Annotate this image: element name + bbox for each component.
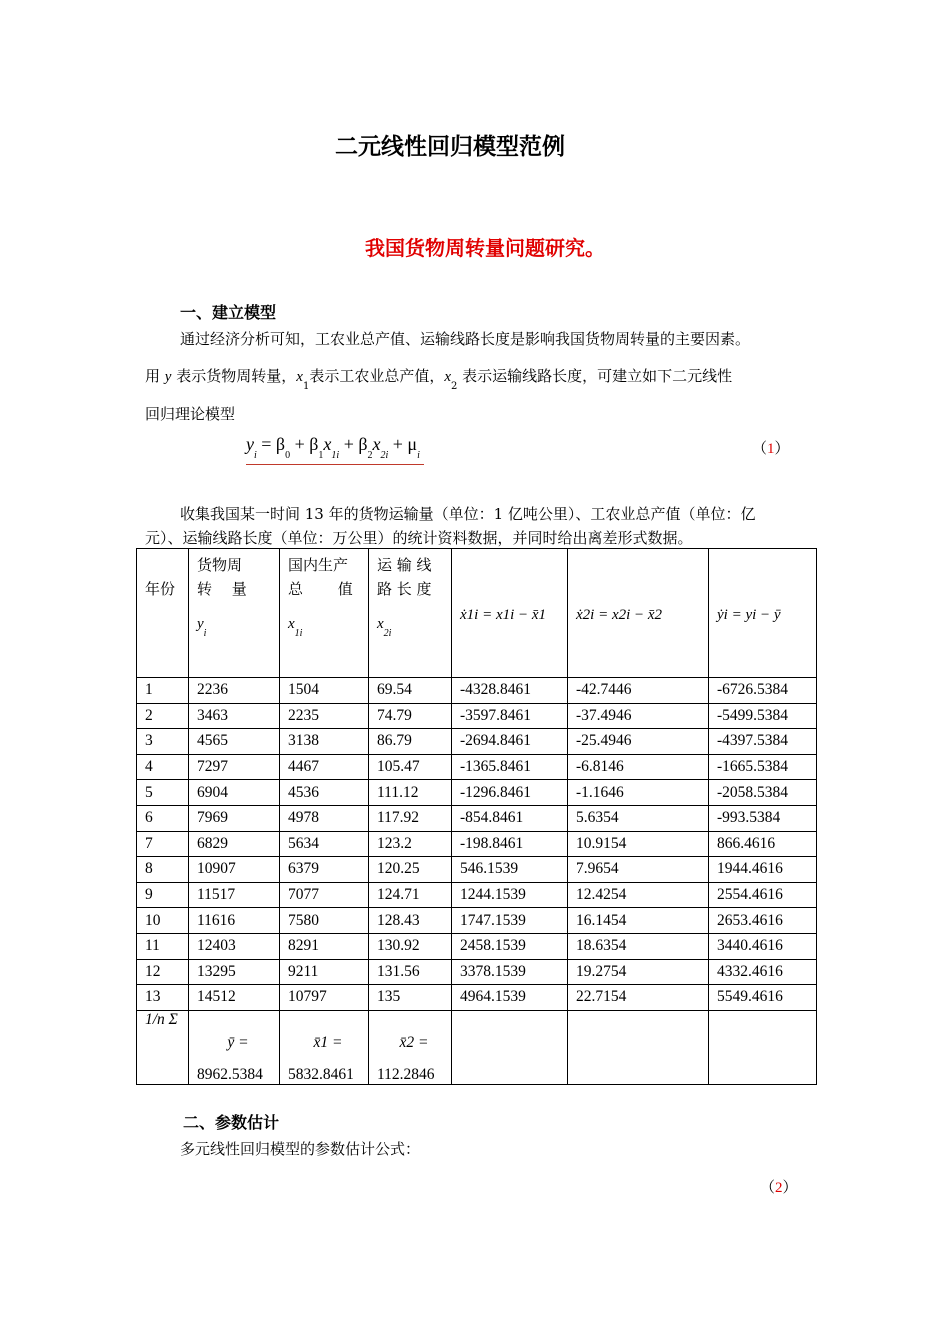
- table-row: [137, 857, 817, 883]
- table-cell: 3463: [189, 703, 280, 729]
- table-cell: 124.71: [369, 882, 452, 908]
- table-cell: 4978: [280, 805, 369, 831]
- table-cell: -2058.5384: [709, 780, 817, 806]
- table-cell: 120.25: [369, 857, 452, 883]
- table-cell: 11616: [189, 908, 280, 934]
- header-x1-deviation: ẋ1i = x1i − x̄1: [452, 549, 568, 678]
- table-cell: 11: [137, 933, 189, 959]
- table-cell: 5.6354: [568, 805, 709, 831]
- table-row: [137, 959, 817, 985]
- table-cell: 7969: [189, 805, 280, 831]
- summary-label: 1/n Σ: [137, 1010, 189, 1084]
- table-cell: 4467: [280, 754, 369, 780]
- table-cell: 1504: [280, 678, 369, 704]
- table-cell: 6904: [189, 780, 280, 806]
- table-cell: 11517: [189, 882, 280, 908]
- header-x1: 国内生产 总 值 $x_{1i}$: [280, 549, 369, 678]
- table-cell: 18.6354: [568, 933, 709, 959]
- table-cell: -993.5384: [709, 805, 817, 831]
- header-year: 年份: [137, 549, 189, 678]
- table-cell: 4332.4616: [709, 959, 817, 985]
- table-cell: 135: [369, 985, 452, 1011]
- table-cell: -37.4946: [568, 703, 709, 729]
- table-cell: 7580: [280, 908, 369, 934]
- table-cell: 1944.4616: [709, 857, 817, 883]
- empty-cell: [568, 1010, 709, 1084]
- table-cell: 5: [137, 780, 189, 806]
- table-cell: 22.7154: [568, 985, 709, 1011]
- table-cell: -198.8461: [452, 831, 568, 857]
- paragraph: 通过经济分析可知，工农业总产值、运输线路长度是影响我国货物周转量的主要因素。: [180, 330, 751, 348]
- table-cell: 7077: [280, 882, 369, 908]
- table-cell: 7: [137, 831, 189, 857]
- page-subtitle: 我国货物周转量问题研究。: [365, 236, 605, 260]
- table-row: [137, 908, 817, 934]
- table-row: [137, 703, 817, 729]
- table-cell: 2: [137, 703, 189, 729]
- table-row: [137, 831, 817, 857]
- table-cell: -4328.8461: [452, 678, 568, 704]
- table-row: [137, 780, 817, 806]
- summary-ybar: ȳ = 8962.5384: [189, 1010, 280, 1084]
- empty-cell: [452, 1010, 568, 1084]
- table-cell: 12: [137, 959, 189, 985]
- table-cell: 74.79: [369, 703, 452, 729]
- header-x2-deviation: ẋ2i = x2i − x̄2: [568, 549, 709, 678]
- table-cell: 69.54: [369, 678, 452, 704]
- equation-number: （2）: [760, 1180, 798, 1196]
- table-cell: -4397.5384: [709, 729, 817, 755]
- table-cell: 3378.1539: [452, 959, 568, 985]
- table-row: [137, 805, 817, 831]
- table-cell: 2554.4616: [709, 882, 817, 908]
- table-cell: 5634: [280, 831, 369, 857]
- paragraph: 回归理论模型: [145, 405, 236, 423]
- table-cell: 3138: [280, 729, 369, 755]
- table-cell: -1.1646: [568, 780, 709, 806]
- table-cell: 10907: [189, 857, 280, 883]
- summary-x2bar: x̄2 = 112.2846: [369, 1010, 452, 1084]
- table-cell: 131.56: [369, 959, 452, 985]
- table-cell: 7297: [189, 754, 280, 780]
- table-cell: 19.2754: [568, 959, 709, 985]
- regression-equation: $y_i = \beta_0 + \beta_1x_{1i} + \beta_2x_{2i} + \mu_i$: [246, 434, 424, 465]
- paragraph: 用 y 表示货物周转量，$x_1$表示工农业总产值，$x_2$ 表示运输线路长度，可建立如下二元线性: [145, 367, 733, 392]
- table-cell: 2458.1539: [452, 933, 568, 959]
- table-cell: 14512: [189, 985, 280, 1011]
- table-cell: -5499.5384: [709, 703, 817, 729]
- table-cell: 16.1454: [568, 908, 709, 934]
- table-cell: 2235: [280, 703, 369, 729]
- table-header-row: [137, 549, 817, 678]
- section-heading-1: 一、建立模型: [180, 303, 277, 322]
- table-cell: 1747.1539: [452, 908, 568, 934]
- header-x2: 运 输 线 路 长 度 $x_{2i}$: [369, 549, 452, 678]
- table-cell: 9: [137, 882, 189, 908]
- table-cell: 111.12: [369, 780, 452, 806]
- table-cell: 8: [137, 857, 189, 883]
- table-cell: -25.4946: [568, 729, 709, 755]
- table-cell: 117.92: [369, 805, 452, 831]
- table-row: [137, 882, 817, 908]
- table-cell: -2694.8461: [452, 729, 568, 755]
- table-cell: 4964.1539: [452, 985, 568, 1011]
- table-cell: -6.8146: [568, 754, 709, 780]
- page-title: 二元线性回归模型范例: [335, 134, 565, 160]
- table-cell: 4: [137, 754, 189, 780]
- table-cell: 13295: [189, 959, 280, 985]
- table-cell: 12403: [189, 933, 280, 959]
- table-cell: 1: [137, 678, 189, 704]
- table-cell: 8291: [280, 933, 369, 959]
- table-cell: 130.92: [369, 933, 452, 959]
- table-cell: 5549.4616: [709, 985, 817, 1011]
- table-cell: -1365.8461: [452, 754, 568, 780]
- header-y: 货物周 转 量 $y_i$: [189, 549, 280, 678]
- table-cell: 6829: [189, 831, 280, 857]
- table-cell: 866.4616: [709, 831, 817, 857]
- table-cell: 3: [137, 729, 189, 755]
- table-row: [137, 933, 817, 959]
- table-cell: -854.8461: [452, 805, 568, 831]
- table-cell: -6726.5384: [709, 678, 817, 704]
- table-cell: -1665.5384: [709, 754, 817, 780]
- table-cell: 7.9654: [568, 857, 709, 883]
- table-summary-row: [137, 1010, 817, 1084]
- section-heading-2: 二、参数估计: [183, 1113, 280, 1132]
- table-cell: 2653.4616: [709, 908, 817, 934]
- table-cell: -42.7446: [568, 678, 709, 704]
- table-row: [137, 985, 817, 1011]
- table-cell: 4536: [280, 780, 369, 806]
- table-cell: 2236: [189, 678, 280, 704]
- paragraph: 收集我国某一时间 13 年的货物运输量（单位：1 亿吨公里）、工农业总产值（单位：亿: [180, 505, 756, 523]
- table-cell: 123.2: [369, 831, 452, 857]
- paragraph: 元）、运输线路长度（单位：万公里）的统计资料数据，并同时给出离差形式数据。: [145, 529, 693, 547]
- equation-number: （1）: [752, 441, 790, 457]
- empty-cell: [709, 1010, 817, 1084]
- table-cell: -1296.8461: [452, 780, 568, 806]
- header-y-deviation: ẏi = yi − ȳ: [709, 549, 817, 678]
- table-cell: 4565: [189, 729, 280, 755]
- table-cell: 9211: [280, 959, 369, 985]
- table-row: [137, 754, 817, 780]
- table-row: [137, 729, 817, 755]
- table-cell: 1244.1539: [452, 882, 568, 908]
- table-cell: 6379: [280, 857, 369, 883]
- table-cell: 10: [137, 908, 189, 934]
- data-table: [136, 548, 817, 1085]
- table-cell: -3597.8461: [452, 703, 568, 729]
- paragraph: 多元线性回归模型的参数估计公式：: [180, 1140, 421, 1158]
- table-cell: 10.9154: [568, 831, 709, 857]
- table-cell: 128.43: [369, 908, 452, 934]
- table-cell: 105.47: [369, 754, 452, 780]
- table-cell: 12.4254: [568, 882, 709, 908]
- table-cell: 13: [137, 985, 189, 1011]
- table-row: [137, 678, 817, 704]
- summary-x1bar: x̄1 = 5832.8461: [280, 1010, 369, 1084]
- table-cell: 10797: [280, 985, 369, 1011]
- table-cell: 3440.4616: [709, 933, 817, 959]
- table-cell: 546.1539: [452, 857, 568, 883]
- table-cell: 86.79: [369, 729, 452, 755]
- table-cell: 6: [137, 805, 189, 831]
